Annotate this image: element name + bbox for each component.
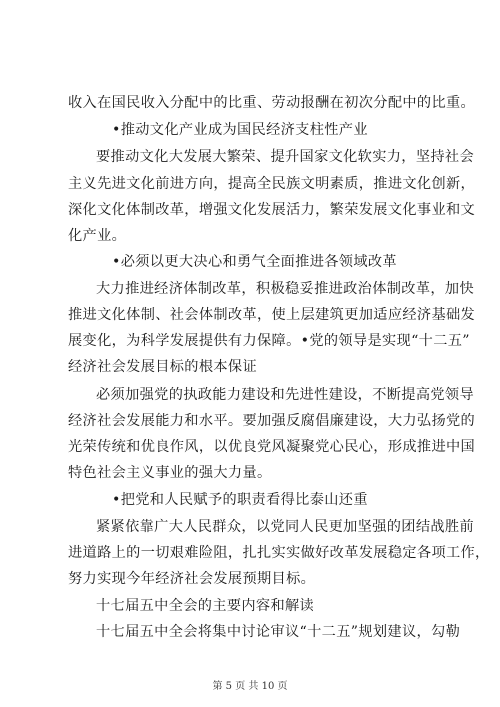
text-line: 经济社会发展能力和水平。要加强反腐倡廉建设，大力弘扬党的 xyxy=(68,413,476,429)
text-line: 主义先进文化前进方向，提高全民族文明素质，推进文化创新， xyxy=(68,176,476,192)
text-line: 要推动文化大发展大繁荣、提升国家文化软实力，坚持社会 xyxy=(96,149,474,165)
text-line: 紧紧依靠广大人民群众，以党同人民更加坚强的团结战胜前 xyxy=(96,519,474,535)
text-line: 展变化，为科学发展提供有力保障。•党的领导是实现“十二五” xyxy=(68,333,470,349)
text-line: 化产业。 xyxy=(68,228,127,244)
text-line: 十七届五中全会将集中讨论审议“十二五”规划建议，勾勒 xyxy=(96,624,461,640)
text-line: 收入在国民收入分配中的比重、劳动报酬在初次分配中的比重。 xyxy=(68,95,476,111)
page-footer: 第 5 页 共 10 页 xyxy=(212,681,288,692)
text-line: 努力实现今年经济社会发展预期目标。 xyxy=(68,571,316,587)
text-line: 必须加强党的执政能力建设和先进性建设，不断提高党领导 xyxy=(96,387,474,403)
text-line: 深化文化体制改革，增强文化发展活力，繁荣发展文化事业和文 xyxy=(68,202,476,218)
bullet-heading: •推动文化产业成为国民经济支柱性产业 xyxy=(112,122,368,138)
text-line: 推进文化体制、社会体制改革，使上层建筑更加适应经济基础发 xyxy=(68,307,476,323)
text-line: 经济社会发展目标的根本保证 xyxy=(68,359,257,375)
text-line: 光荣传统和优良作风，以优良党风凝聚党心民心，形成推进中国 xyxy=(68,439,476,455)
text-line: 大力推进经济体制改革，积极稳妥推进政治体制改革，加快 xyxy=(96,281,474,297)
bullet-heading: •必须以更大决心和勇气全面推进各领域改革 xyxy=(112,254,397,270)
text-line: 进道路上的一切艰难险阻，扎扎实实做好改革发展稳定各项工作， xyxy=(68,545,490,561)
text-line: 特色社会主义事业的强大力量。 xyxy=(68,465,272,481)
section-heading: 十七届五中全会的主要内容和解读 xyxy=(96,598,315,614)
bullet-heading: •把党和人民赋予的职责看得比泰山还重 xyxy=(112,492,368,508)
